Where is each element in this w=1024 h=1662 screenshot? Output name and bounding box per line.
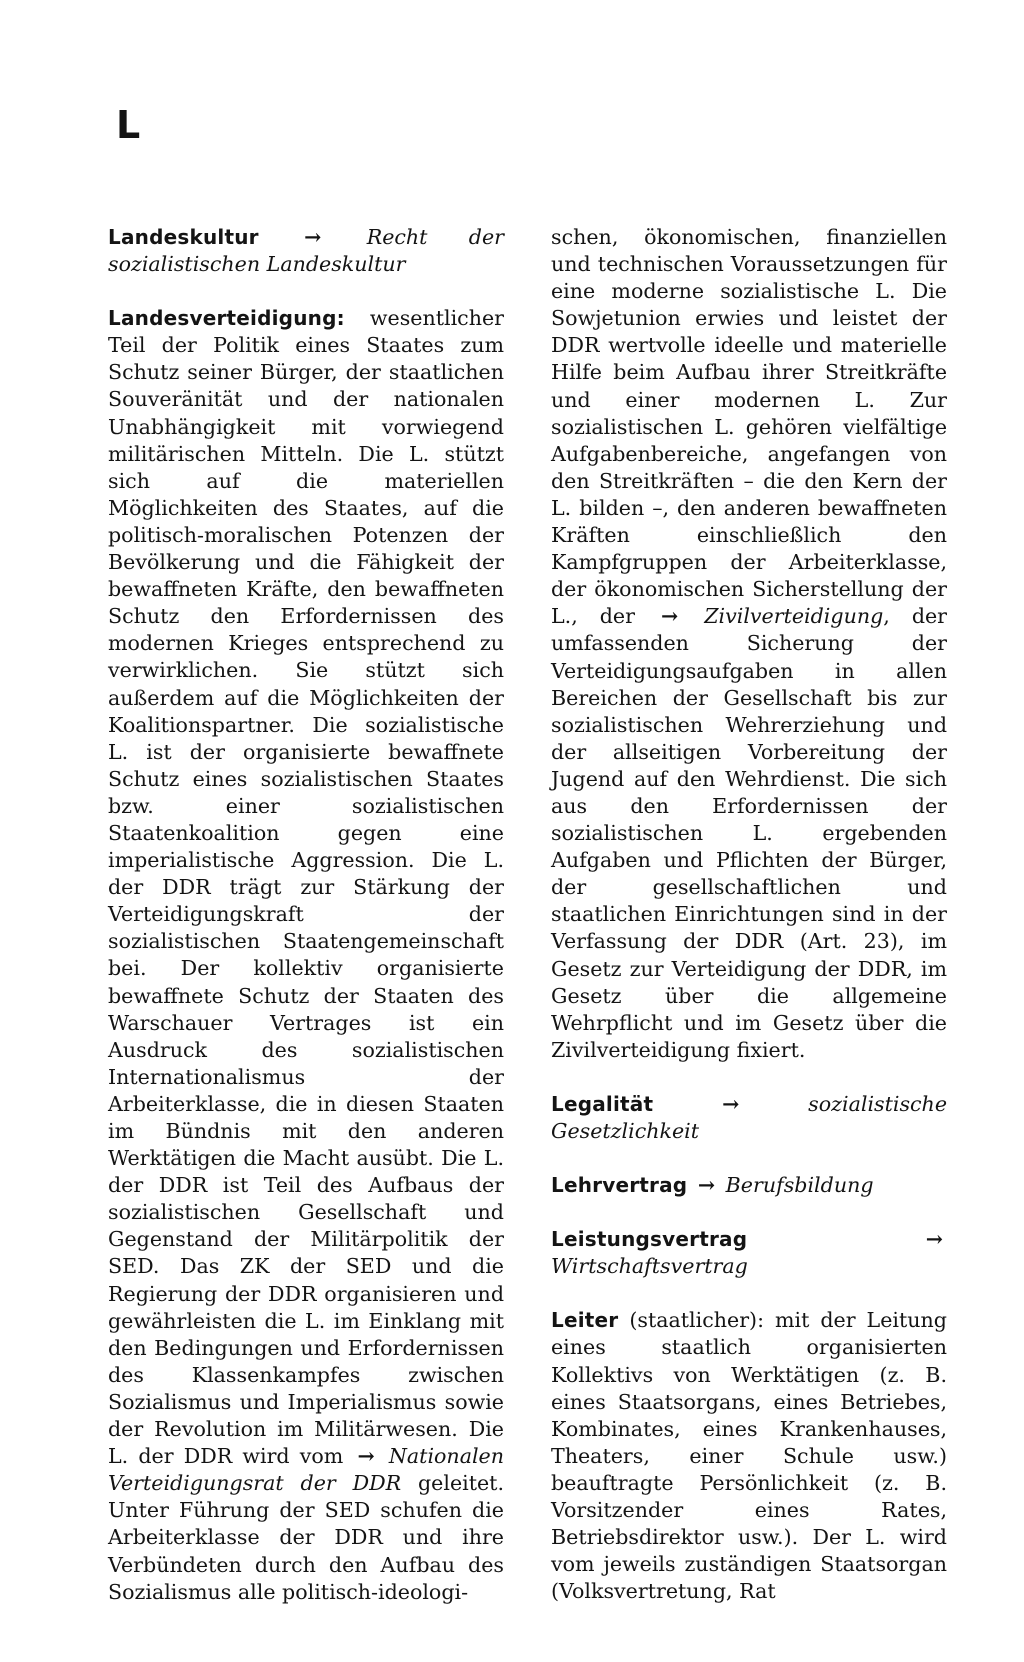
entry-text: schen, ökonomischen, finanziellen und technischen Voraussetzungen für eine moderne sozialistische L. Die Sowjetunion erwies und leistet der DDR wertvolle ideelle und materielle Hilfe beim Aufbau ihrer Streitkräfte und einer modernen L. Zur sozialistischen L. gehören vielfältige Aufgabenbereiche, angefangen von den Streitkräften – die den Kern der L. bilden –, den anderen bewaffneten Kräften einschließlich den Kampfgruppen der Arbeiterklasse, der ökonomischen Sicherstellung der L., der — [551, 225, 947, 629]
cross-reference: Recht der sozialistischen Landeskultur — [108, 225, 505, 277]
cross-reference-arrow-icon: → — [722, 1091, 740, 1116]
entry-text: geleitet. Unter Führung der SED schufen die Arbeiterklasse der DDR und ihre Verbündeten durch den Aufbau des Sozialismus alle politisch-ideologi- — [108, 1471, 505, 1604]
entry-text: (staatlicher): mit der Leitung eines staatlich organisierten Kollektivs von Werktätigen (z. B. eines Staatsorgans, eines Betriebes, Kombinates, eines Krankenhauses, Theaters, einer Schule usw.) beauftragte Persönlichkeit (z. B. Vorsitzender eines Rates, Betriebsdirektor usw.). Der L. wird vom jeweils zuständigen Staatsorgan (Volksvertretung, Rat — [551, 1308, 947, 1604]
left-column — [108, 224, 504, 1633]
cross-reference-arrow-icon: → — [697, 1173, 716, 1198]
entry-text: wesentlicher Teil der Politik eines Staates zum Schutz seiner Bürger, der staatlichen Souveränität und der nationalen Unabhängigkeit mit vorwiegend militärischen Mitteln. Die L. stützt sich auf die materiellen Möglichkeiten des Staates, auf die politisch-moralischen Potenzen der Bevölkerung und die Fähigkeit der bewaffneten Kräfte, den bewaffneten Schutz den Erfordernissen des modernen Krieges entsprechend zu verwirklichen. Sie stützt sich außerdem auf die Möglichkeiten der Koalitionspartner. Die sozialistische L. ist der organisierte bewaffnete Schutz eines sozialistischen Staates bzw. einer sozialistischen Staatenkoalition gegen eine imperialistische Aggression. Die L. der DDR trägt zur Stärkung der Verteidigungskraft der sozialistischen Staatengemeinschaft bei. Der kollektiv organisierte bewaffnete Schutz der Staaten des Warschauer Vertrages ist ein Ausdruck des sozialistischen Internationalismus der Arbeiterklasse, die in diesen Staaten im Bündnis mit den anderen Werktätigen die Macht ausübt. Die L. der DDR ist Teil des Aufbaus der sozialistischen Gesellschaft und Gegenstand der Militärpolitik der SED. Das ZK der SED und die Regierung der DDR organisieren und gewährleisten die L. im Einklang mit den Bedingungen und Erfordernissen des Klassenkampfes zwischen Sozialismus und Imperialismus sowie der Revolution im Militärwesen. Die L. der DDR wird vom — [108, 306, 504, 1469]
headword: Leiter — [551, 1308, 619, 1333]
cross-reference-arrow-icon: → — [304, 225, 322, 249]
cross-reference: sozialistische Gesetzlichkeit — [551, 1091, 948, 1143]
headword: Landeskultur — [108, 225, 259, 249]
headword: Legalität — [551, 1091, 654, 1116]
headword: Landesverteidigung: — [108, 306, 345, 331]
cross-reference: Nationalen Verteidigungsrat der DDR — [108, 1444, 505, 1496]
cross-reference: Zivilverteidigung — [704, 604, 884, 629]
cross-reference: Wirtschaftsvertrag — [551, 1254, 748, 1279]
right-column — [551, 224, 947, 1632]
entry-text: , der umfassenden Sicherung der Verteidigungsaufgaben in allen Bereichen der Gesellschaft bis zur sozialistischen Wehrerziehung und der allseitigen Vorbereitung der Jugend auf den Wehrdienst. Die sich aus den Erfordernissen der sozialistischen L. ergebenden Aufgaben und Pflichten der Bürger, der gesellschaftlichen und staatlichen Einrichtungen sind in der Verfassung der DDR (Art. 23), im Gesetz zur Verteidigung der DDR, im Gesetz über die allgemeine Wehrpflicht und im Gesetz über die Zivilverteidigung fixiert. — [551, 604, 948, 1062]
entry-leiter — [551, 1307, 947, 1605]
cross-reference: Berufsbildung — [725, 1173, 874, 1198]
cross-reference-arrow-icon: → — [357, 1444, 375, 1469]
entry-landesverteidigung-continued — [551, 224, 947, 1064]
entry-landeskultur — [108, 224, 504, 278]
entry-lehrvertrag — [551, 1172, 947, 1199]
entry-leistungsvertrag — [551, 1226, 947, 1280]
headword: Lehrvertrag — [551, 1173, 688, 1198]
headword: Leistungsvertrag — [551, 1227, 748, 1252]
entry-landesverteidigung — [108, 305, 504, 1606]
section-letter: L — [116, 103, 141, 147]
entry-legalitaet — [551, 1091, 947, 1145]
cross-reference-arrow-icon: → — [925, 1227, 943, 1252]
cross-reference-arrow-icon: → — [660, 604, 679, 629]
